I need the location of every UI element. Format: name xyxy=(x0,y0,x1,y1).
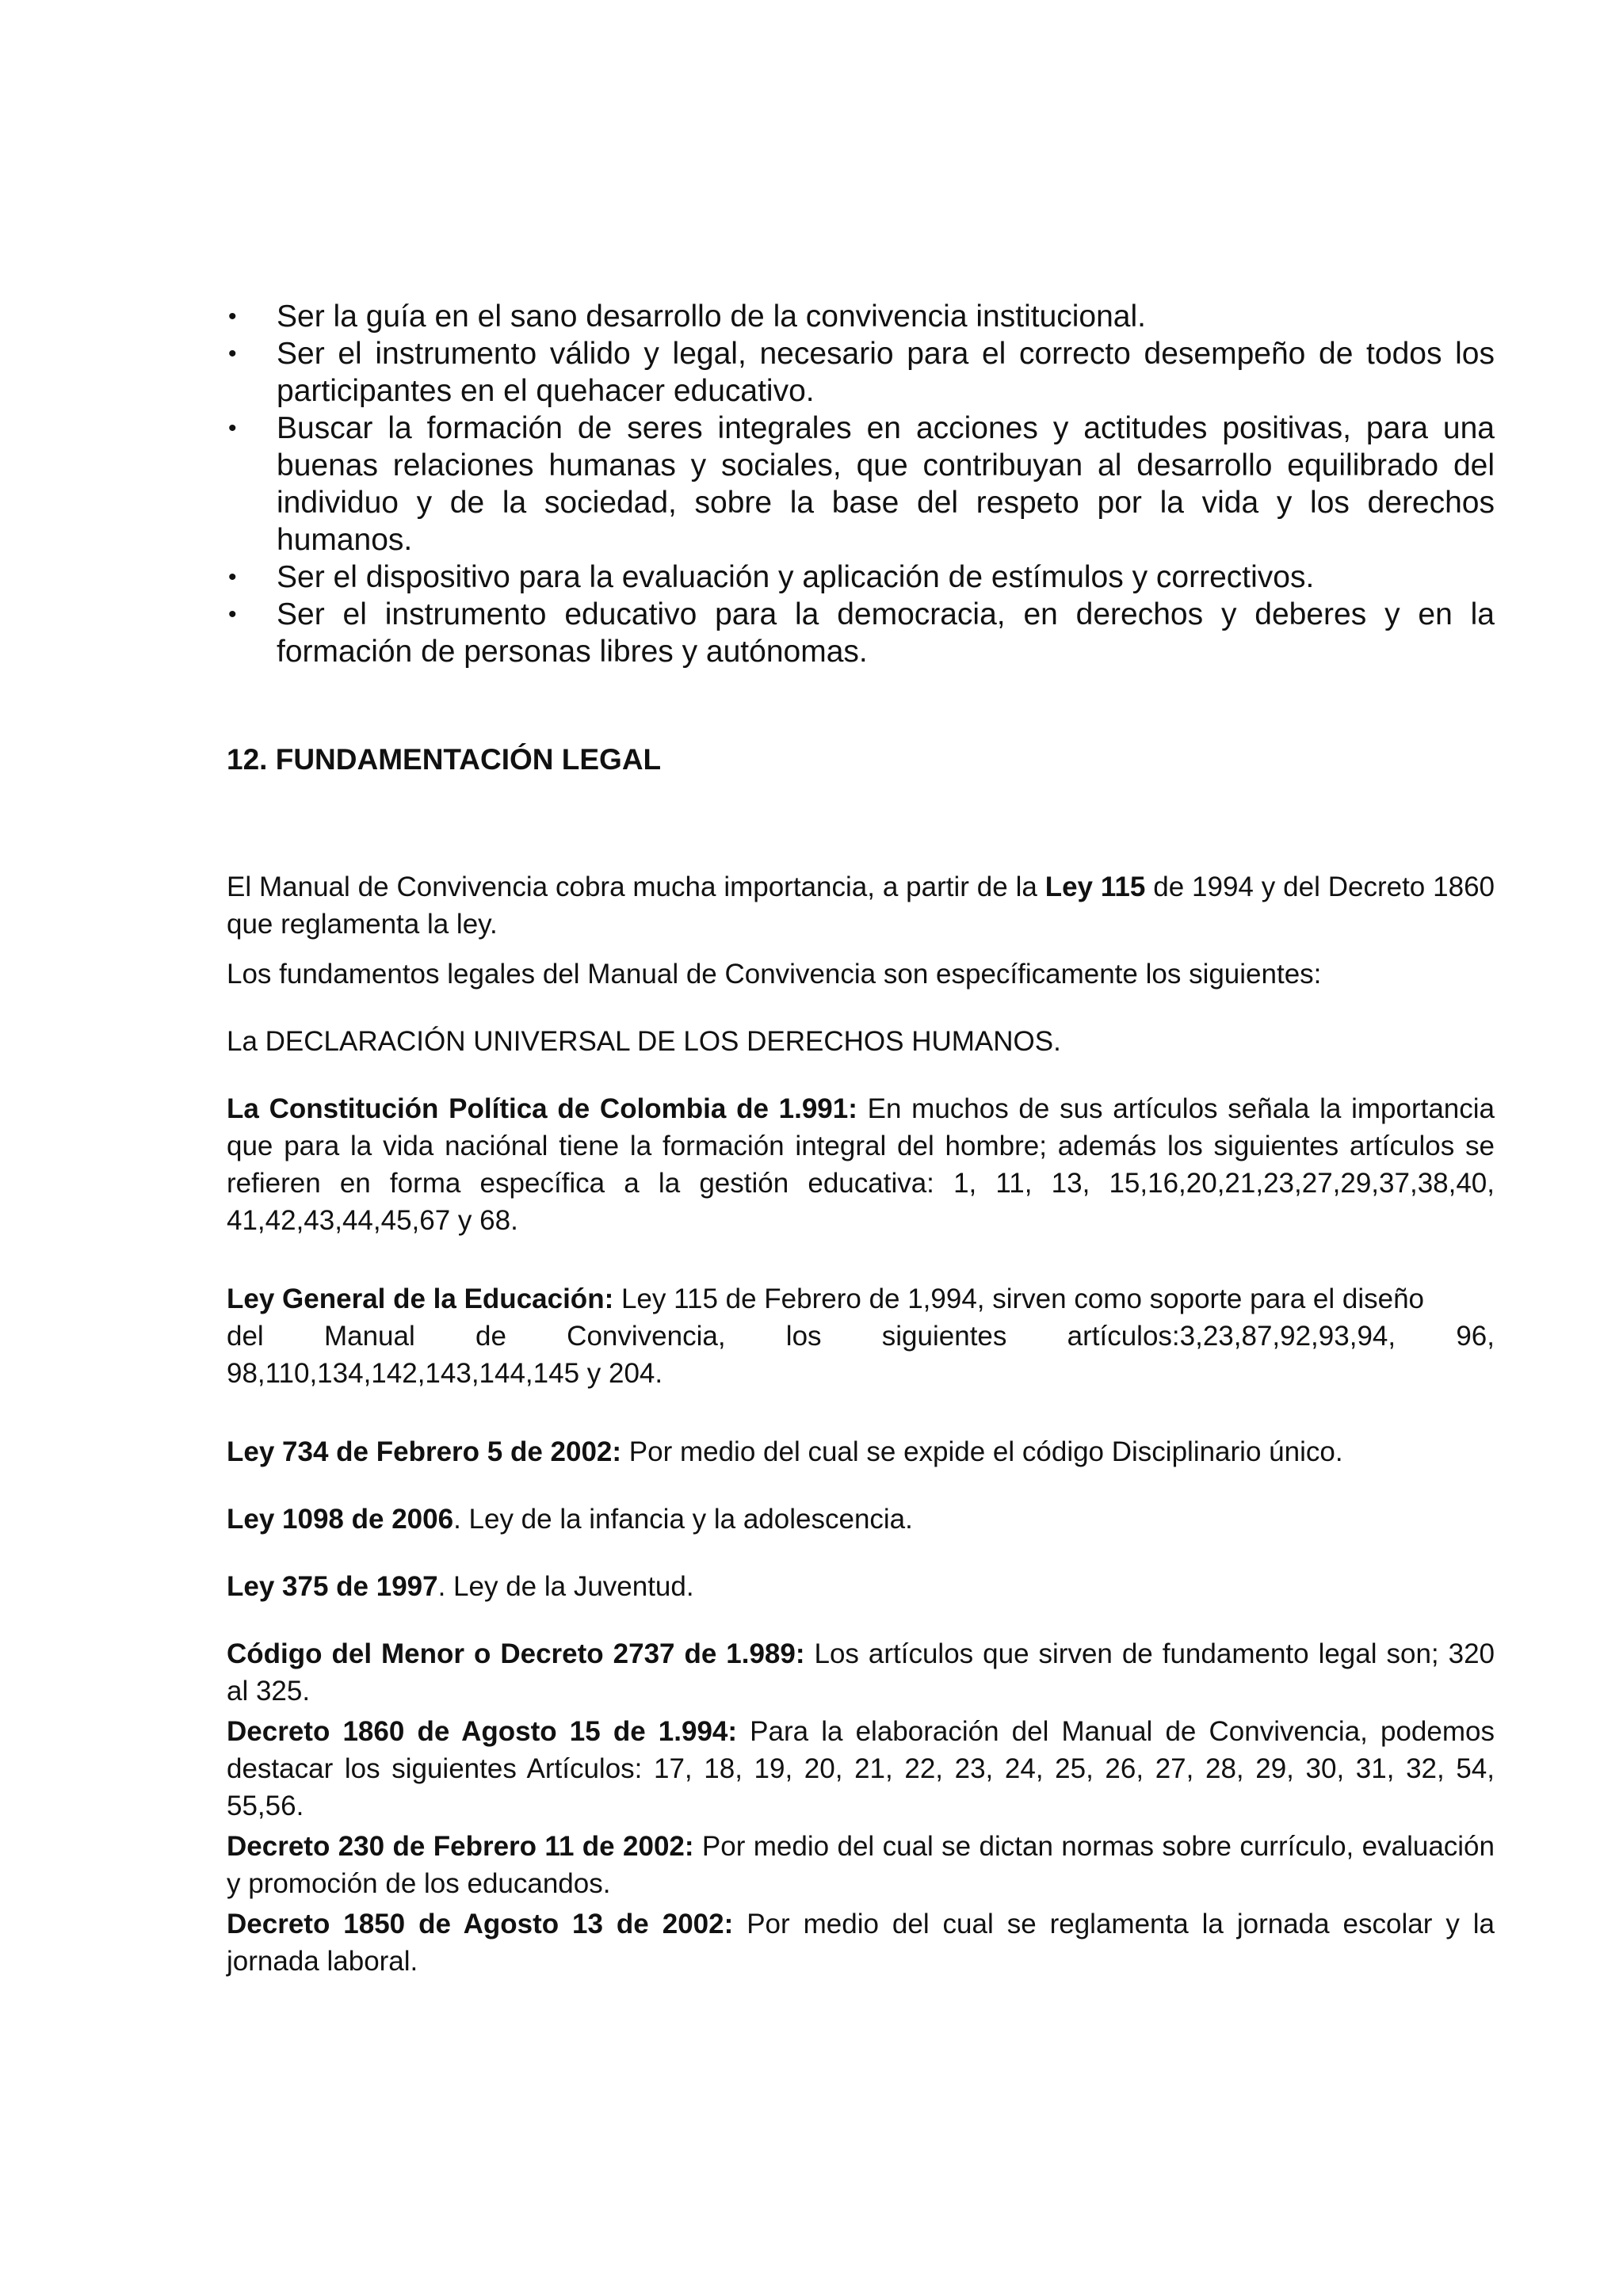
decreto-230-paragraph xyxy=(227,1828,1495,1902)
list-item-text: Ser el dispositivo para la evaluación y aplicación de estímulos y correctivos. xyxy=(277,560,1315,594)
ley-general-text-2: del Manual de Convivencia, los siguientes artículos:3,23,87,92,93,94, 96, xyxy=(227,1321,1495,1352)
intro-text-after: de 1994 y del Decreto 1860 que reglamenta la ley. xyxy=(227,871,1495,940)
list-item-text: Ser la guía en el sano desarrollo de la convivencia institucional. xyxy=(277,299,1146,334)
goals-list xyxy=(227,298,1495,670)
ley-general-paragraph xyxy=(227,1280,1495,1392)
declaracion-paragraph: La DECLARACIÓN UNIVERSAL DE LOS DERECHOS HUMANOS. xyxy=(227,1026,1061,1057)
ley-general-text-1: Ley 115 de Febrero de 1,994, sirven como soporte para el diseño xyxy=(613,1283,1424,1314)
decreto-1860-title: Decreto 1860 de Agosto 15 de 1.994: xyxy=(227,1716,738,1747)
ley-734-text: Por medio del cual se expide el código Disciplinario único. xyxy=(621,1436,1343,1467)
list-item xyxy=(227,596,1495,670)
intro-bold-law: Ley 115 xyxy=(1044,871,1146,902)
bullet-icon: • xyxy=(228,415,237,441)
intro-text-before: El Manual de Convivencia cobra mucha importancia, a partir de la xyxy=(227,871,1045,902)
list-item xyxy=(227,298,1495,335)
constitucion-title: La Constitución Política de Colombia de 1.991: xyxy=(227,1093,857,1124)
section-heading: 12. FUNDAMENTACIÓN LEGAL xyxy=(227,743,662,776)
list-item-text: Ser el instrumento educativo para la democracia, en derechos y deberes y en la formación de personas libres y autónomas. xyxy=(277,597,1495,669)
codigo-menor-title: Código del Menor o Decreto 2737 de 1.989: xyxy=(227,1638,805,1669)
list-item-text: Ser el instrumento válido y legal, necesario para el correcto desempeño de todos los participantes en el quehacer educativo. xyxy=(277,337,1495,408)
decreto-1860-text: Para la elaboración del Manual de Convivencia, podemos destacar los siguientes Artículos: 17, 18, 19, 20, 21, 22, 23, 24, 25, 26, 27, 28, 29, 30, 31, 32, 54, 55,56. xyxy=(227,1716,1495,1821)
decreto-1860-paragraph xyxy=(227,1713,1495,1825)
ley-375-title: Ley 375 de 1997 xyxy=(227,1571,438,1602)
decreto-1850-text: Por medio del cual se reglamenta la jornada escolar y la jornada laboral. xyxy=(227,1909,1495,1977)
list-item xyxy=(227,410,1495,559)
ley-734-title: Ley 734 de Febrero 5 de 2002: xyxy=(227,1436,622,1467)
ley-1098-title: Ley 1098 de 2006 xyxy=(227,1504,454,1535)
list-item-text: Buscar la formación de seres integrales en acciones y actitudes positivas, para una buenas relaciones humanas y sociales, que contribuyan al desarrollo equilibrado del individuo y de la sociedad, sobre la base del respeto por la vida y los derechos humanos. xyxy=(277,411,1495,557)
ley-375-paragraph xyxy=(227,1568,1495,1605)
bullet-icon: • xyxy=(228,601,237,627)
list-item xyxy=(227,559,1495,596)
ley-375-text: . Ley de la Juventud. xyxy=(437,1571,694,1602)
ley-1098-paragraph xyxy=(227,1501,1495,1538)
bullet-icon: • xyxy=(228,341,237,367)
constitucion-paragraph xyxy=(227,1090,1495,1239)
ley-1098-text: . Ley de la infancia y la adolescencia. xyxy=(453,1504,913,1535)
legal-foundation-body xyxy=(227,868,1495,1980)
codigo-menor-paragraph xyxy=(227,1635,1495,1710)
list-item xyxy=(227,335,1495,410)
ley-general-title: Ley General de la Educación: xyxy=(227,1283,614,1314)
intro-paragraph xyxy=(227,868,1495,943)
ley-734-paragraph xyxy=(227,1433,1495,1470)
bullet-icon: • xyxy=(228,303,237,330)
decreto-1850-paragraph xyxy=(227,1905,1495,1980)
decreto-230-title: Decreto 230 de Febrero 11 de 2002: xyxy=(227,1831,694,1862)
bullet-icon: • xyxy=(228,564,237,590)
codigo-menor-text: Los artículos que sirven de fundamento legal son; 320 al 325. xyxy=(227,1638,1495,1707)
constitucion-text: En muchos de sus artículos señala la importancia que para la vida naciónal tiene la formación integral del hombre; además los siguientes artículos se refieren en forma específica a la gestión educativa: 1, 11, 13, 15,16,20,21,23,27,29,37,38,40, 41,42,43,44,45,67 y 68. xyxy=(227,1093,1495,1236)
decreto-1850-title: Decreto 1850 de Agosto 13 de 2002: xyxy=(227,1909,734,1939)
ley-general-text-3: 98,110,134,142,143,144,145 y 204. xyxy=(227,1358,663,1389)
fundamentos-intro: Los fundamentos legales del Manual de Convivencia son específicamente los siguientes: xyxy=(227,959,1322,990)
page-content xyxy=(227,298,1495,1980)
decreto-230-text: Por medio del cual se dictan normas sobre currículo, evaluación y promoción de los educandos. xyxy=(227,1831,1495,1899)
